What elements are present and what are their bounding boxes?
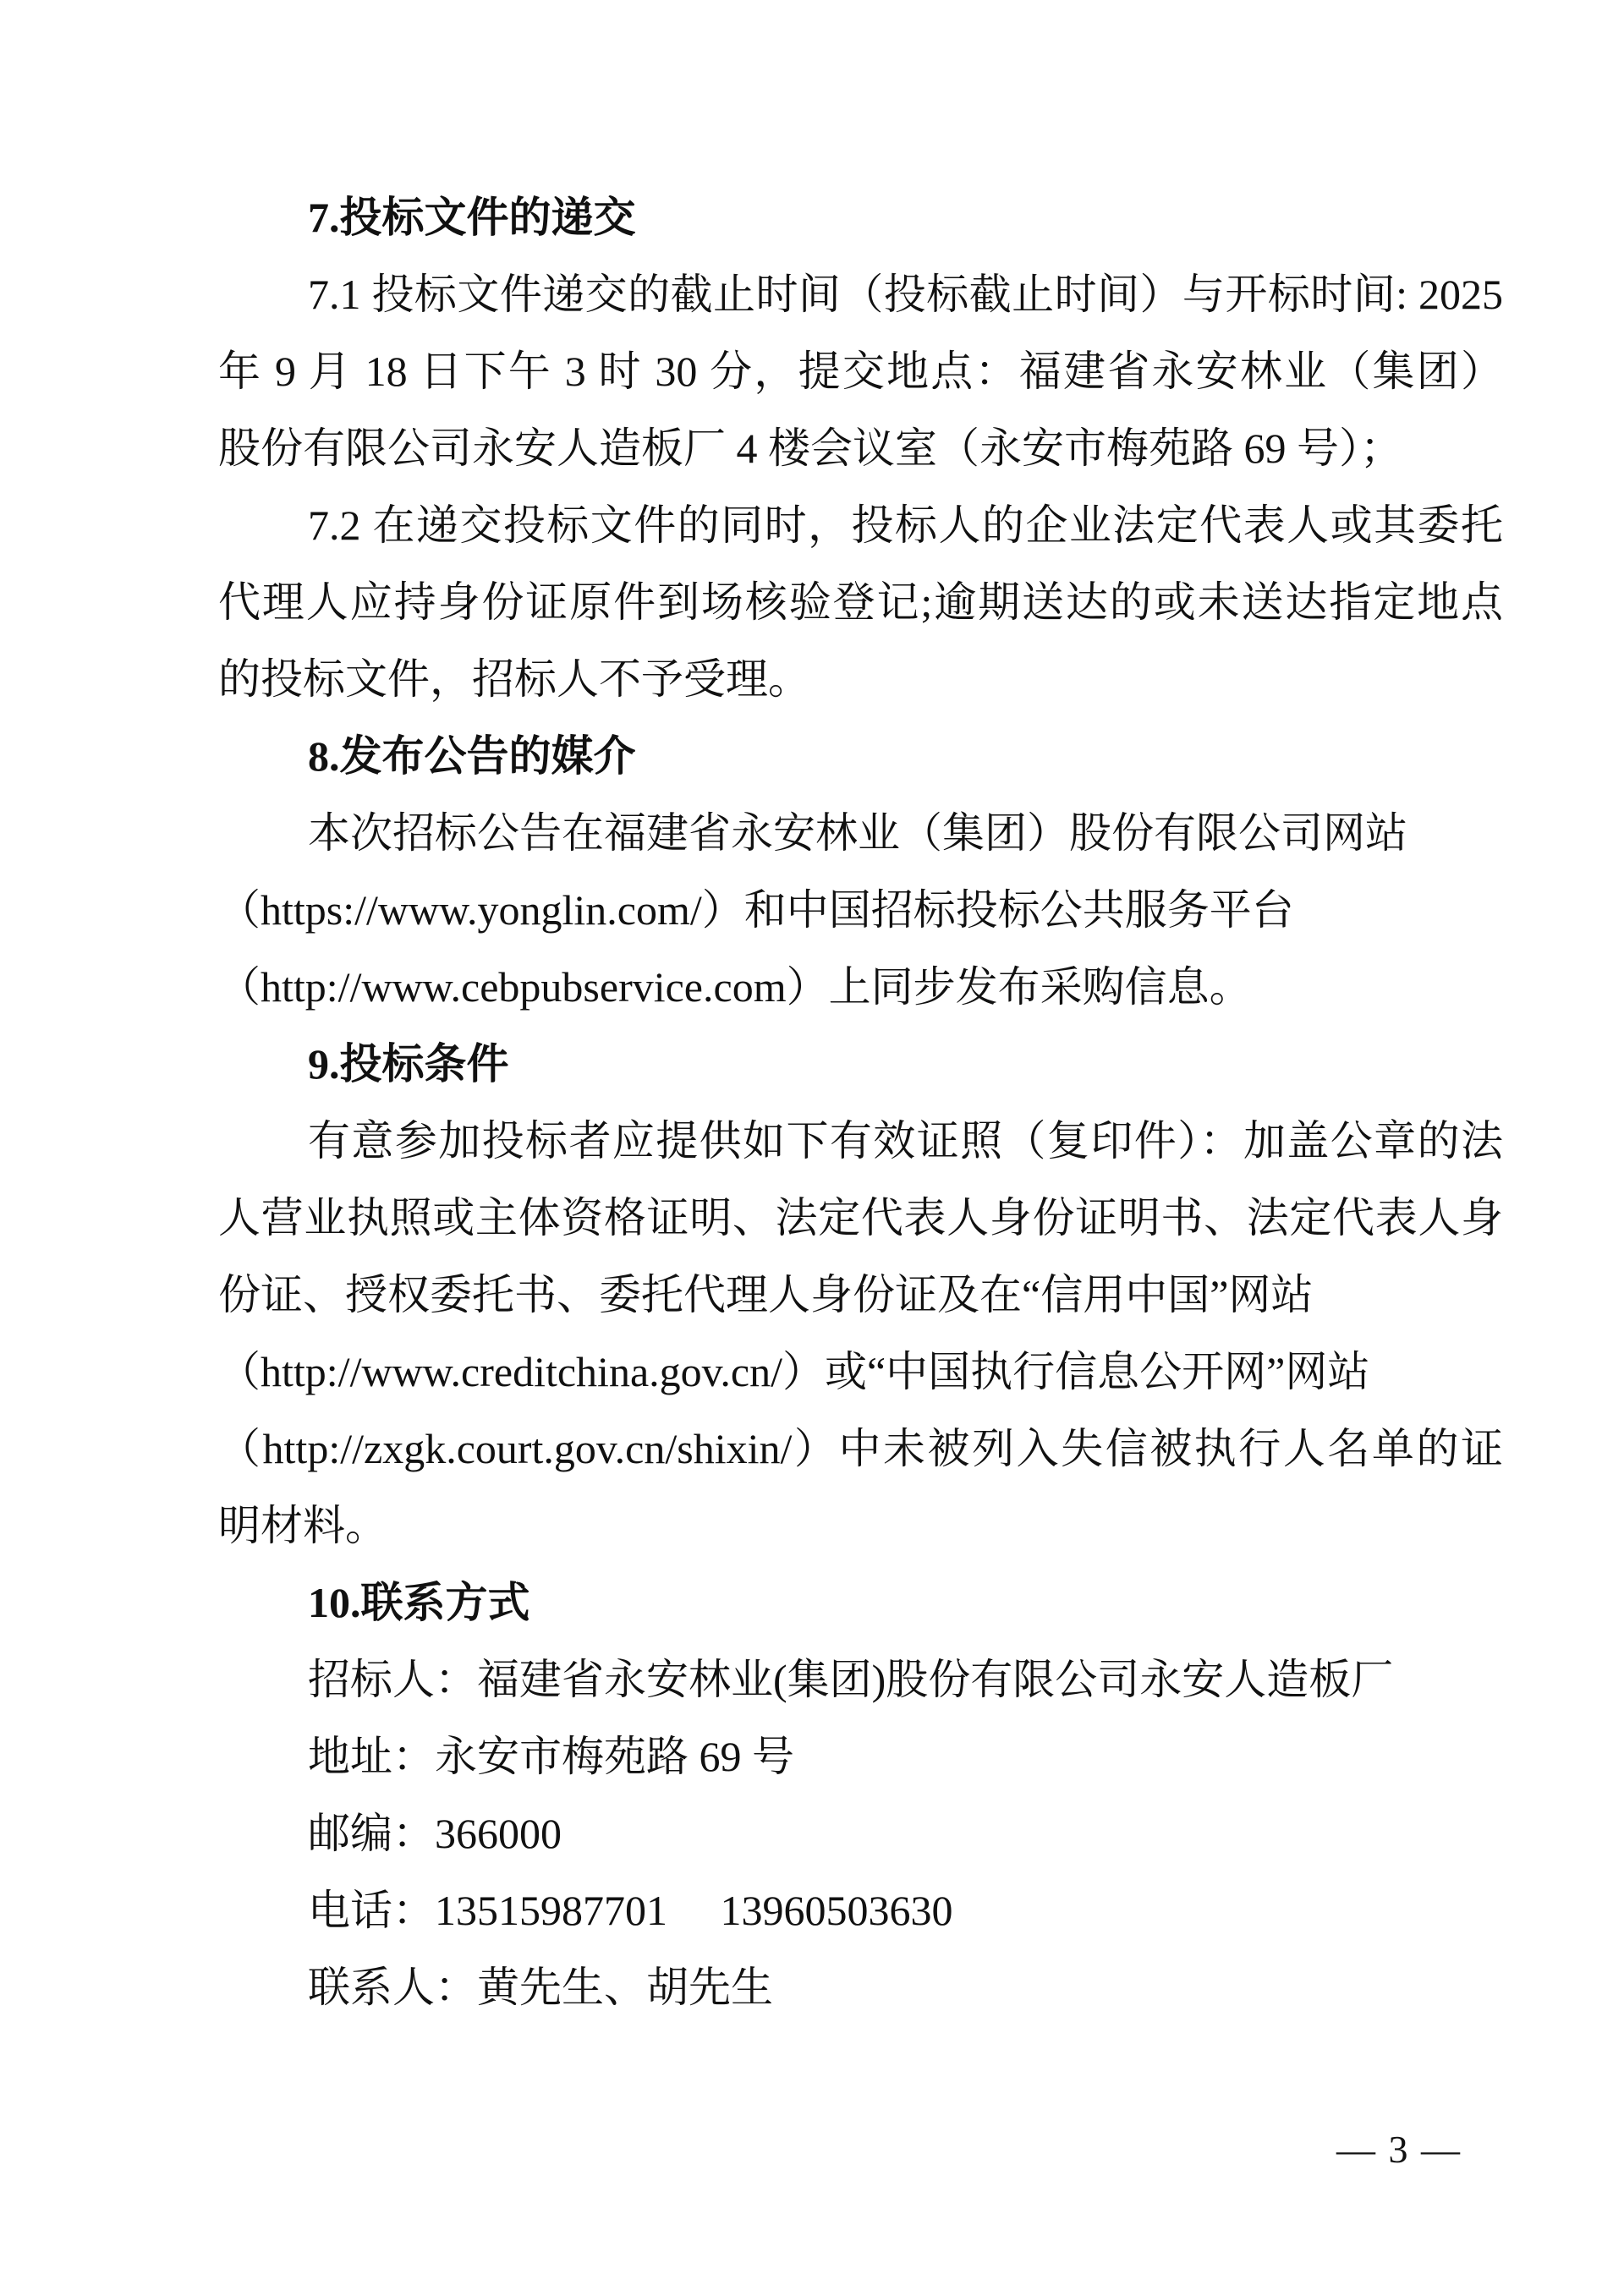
para-8-line-1: 本次招标公告在福建省永安林业（集团）股份有限公司网站 <box>308 809 1407 857</box>
section-7-heading: 7.投标文件的递交 <box>308 194 636 241</box>
para-9-line-1: 有意参加投标者应提供如下有效证照（复印件）：加盖公章的法 <box>308 1117 1503 1164</box>
section-9-heading: 9.投标条件 <box>308 1040 509 1088</box>
section-10-heading: 10.联系方式 <box>308 1579 530 1626</box>
document-body <box>218 179 1503 2026</box>
para-9-line-6: 明材料。 <box>218 1502 387 1549</box>
section-8-heading: 8.发布公告的媒介 <box>308 732 636 780</box>
para-7-1-line-3: 股份有限公司永安人造板厂 4 楼会议室（永安市梅苑路 69 号）； <box>218 425 1402 472</box>
para-7-2-line-2: 代理人应持身份证原件到场核验登记;逾期送达的或未送达指定地点 <box>218 578 1503 626</box>
para-8-line-3-cebpub-url: （http://www.cebpubservice.com）上同步发布采购信息。 <box>218 963 1252 1011</box>
contact-address-line: 地址：永安市梅苑路 69 号 <box>308 1733 794 1780</box>
contact-postcode-line: 邮编：366000 <box>308 1810 562 1857</box>
para-7-2-line-3: 的投标文件，招标人不予受理。 <box>218 655 810 703</box>
para-7-2-line-1: 7.2 在递交投标文件的同时，投标人的企业法定代表人或其委托 <box>308 501 1503 549</box>
para-8-line-2-yonglin-url: （https://www.yonglin.com/）和中国招标投标公共服务平台 <box>218 886 1294 934</box>
para-9-line-5-zxgk-url: （http://zxgk.court.gov.cn/shixin/）中未被列入失信被执行人名单的证 <box>218 1425 1503 1472</box>
page-number: — 3 — <box>1336 2128 1462 2171</box>
para-7-1-line-2: 年 9 月 18 日下午 3 时 30 分，提交地点：福建省永安林业（集团） <box>218 348 1503 395</box>
contact-person-line: 联系人：黄先生、胡先生 <box>308 1964 773 2011</box>
contact-phone-line: 电话：13515987701 13960503630 <box>308 1887 953 1934</box>
para-7-1-line-1: 7.1 投标文件递交的截止时间（投标截止时间）与开标时间: 2025 <box>308 271 1503 318</box>
para-9-line-3: 份证、授权委托书、委托代理人身份证及在“信用中国”网站 <box>218 1271 1314 1318</box>
para-9-line-2: 人营业执照或主体资格证明、法定代表人身份证明书、法定代表人身 <box>218 1194 1503 1241</box>
contact-tenderer-line: 招标人：福建省永安林业(集团)股份有限公司永安人造板厂 <box>308 1656 1394 1703</box>
para-9-line-4-creditchina-url: （http://www.creditchina.gov.cn/）或“中国执行信息公开网”网站 <box>218 1348 1370 1395</box>
